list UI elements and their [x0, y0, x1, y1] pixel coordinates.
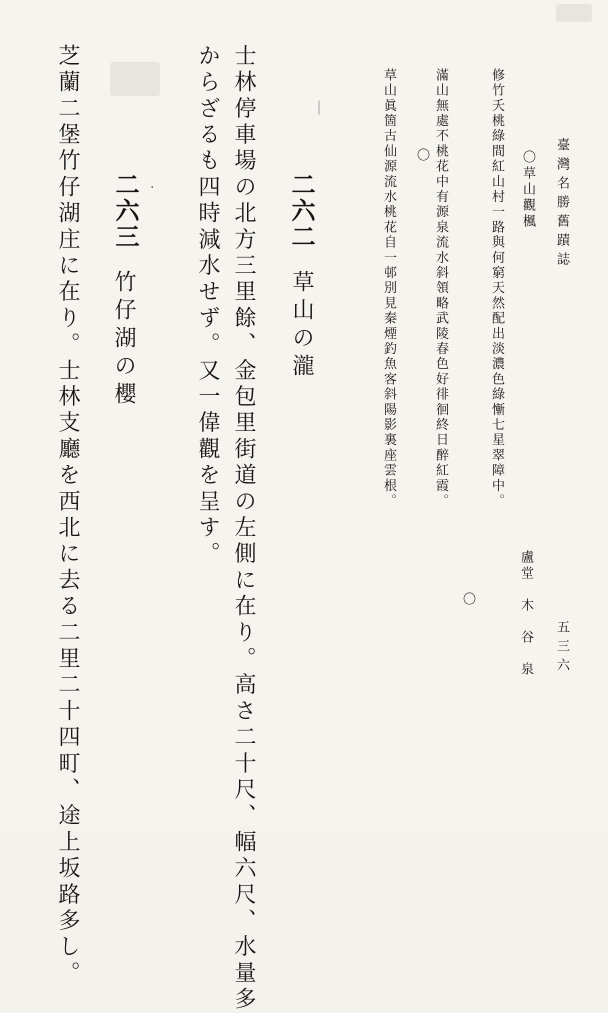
- poem-line-3: 草山眞箇古仙源流水桃花自一邨別見秦煙釣魚客斜陽影裏座雲根。: [381, 68, 396, 509]
- section-262-number: 二六二: [287, 172, 316, 250]
- poem-title: 〇草山觀楓: [520, 150, 535, 230]
- poem-separator: 〇: [460, 592, 475, 605]
- margin-tick: ·: [150, 180, 155, 196]
- margin-tick: ｜: [312, 101, 326, 117]
- page-number: 五三六: [554, 620, 569, 677]
- poem-line-1: 修竹夭桃綠間紅山村一路與何窮天然配出淡濃色綠慚七星翠障中。: [489, 68, 504, 509]
- poem-separator: 〇: [414, 148, 429, 161]
- page-smudge: [556, 4, 592, 22]
- poem-line-2: 滿山無處不桃花中有源泉流水斜領略武陵春色好徘徊終日醉紅霞。: [433, 68, 448, 509]
- section-263-text-1: 芝蘭二堡竹仔湖庄に在り。士林支廳を西北に去る二里二十四町、途上坂路多し。: [55, 44, 80, 988]
- section-262-text-2: からざるも四時減水せず。又一偉觀を呈す。: [195, 44, 220, 568]
- section-263-number: 二六三: [111, 172, 140, 250]
- poem-author: 盧堂 木 谷 泉: [518, 550, 533, 678]
- page-smudge: [110, 62, 160, 96]
- book-title: 臺灣名勝舊蹟誌: [554, 138, 569, 271]
- section-262-text-1: 士林停車場の北方三里餘、金包里街道の左側に在り。高さ二十尺、幅六尺、水量多: [231, 44, 256, 1013]
- section-262-title: 草山の瀧: [289, 270, 314, 382]
- section-263-title: 竹仔湖の櫻: [111, 270, 136, 410]
